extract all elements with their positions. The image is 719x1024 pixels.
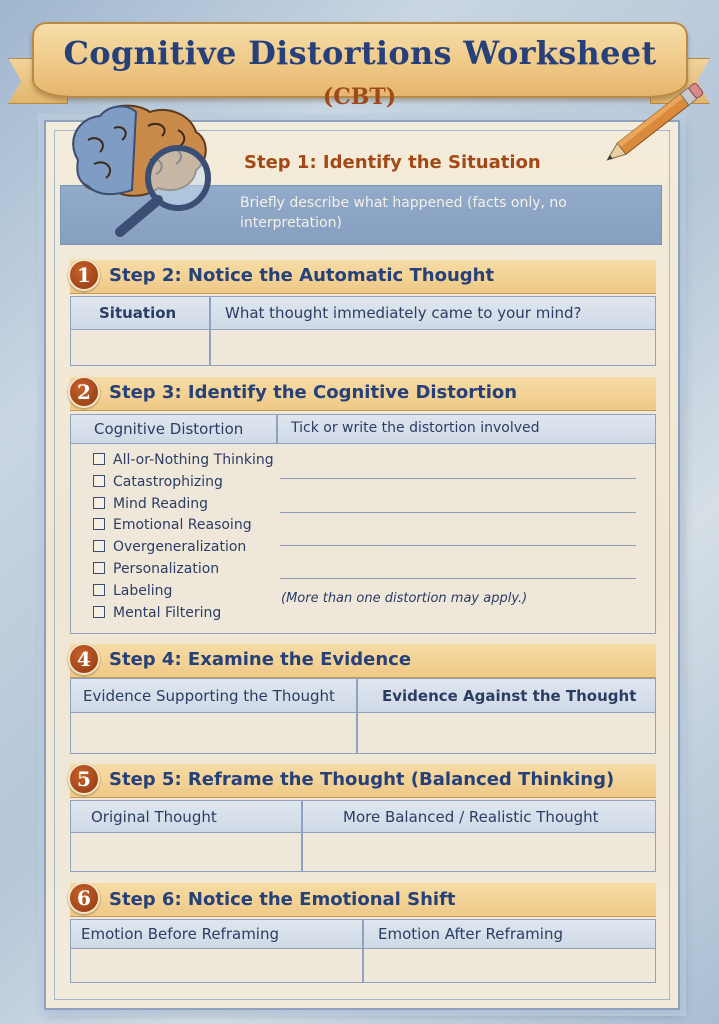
col-evidence-against: Evidence Against the Thought	[382, 687, 637, 705]
step5-table	[70, 800, 656, 872]
step4-number-badge: 4	[68, 643, 100, 675]
distortion-label: Overgeneralization	[113, 539, 247, 555]
evidence-against-input[interactable]	[358, 714, 655, 753]
evidence-supporting-input[interactable]	[71, 714, 355, 753]
distortion-label: Personalization	[113, 561, 220, 577]
col-evidence-supporting: Evidence Supporting the Thought	[83, 687, 335, 705]
col-situation: Situation	[99, 304, 177, 322]
write-in-line[interactable]	[280, 545, 636, 546]
col-tick-instruction: Tick or write the distortion involved	[291, 420, 540, 436]
distortion-checkbox[interactable]	[93, 496, 208, 512]
emotion-after-input[interactable]	[364, 950, 655, 982]
step3-title: Step 3: Identify the Cognitive Distortion	[109, 382, 518, 403]
distortion-checkbox[interactable]	[93, 605, 221, 621]
write-in-line[interactable]	[280, 578, 636, 579]
checkbox-icon[interactable]	[93, 562, 105, 574]
page-title: Cognitive Distortions Worksheet	[63, 34, 657, 72]
distortion-label: Catastrophizing	[113, 474, 223, 490]
checkbox-icon[interactable]	[93, 540, 105, 552]
col-emotion-before: Emotion Before Reframing	[81, 925, 280, 943]
distortion-checkbox[interactable]	[93, 561, 219, 577]
distortion-label: Mental Filtering	[113, 605, 222, 621]
situation-input[interactable]	[71, 331, 208, 365]
step5-number-badge: 5	[68, 763, 100, 795]
step4-title: Step 4: Examine the Evidence	[109, 649, 412, 670]
checkbox-icon[interactable]	[93, 453, 105, 465]
page-subtitle: (CBT)	[322, 84, 397, 110]
brain-icon	[58, 100, 228, 240]
checkbox-icon[interactable]	[93, 475, 105, 487]
checkbox-icon[interactable]	[93, 497, 105, 509]
distortion-label: Emotional Reasoing	[113, 517, 252, 533]
distortion-checkbox[interactable]	[93, 517, 252, 533]
step6-title: Step 6: Notice the Emotional Shift	[109, 889, 456, 910]
pencil-icon	[600, 60, 719, 180]
step3-number-badge: 2	[68, 376, 100, 408]
checkbox-icon[interactable]	[93, 584, 105, 596]
col-original-thought: Original Thought	[91, 808, 217, 826]
step6-table	[70, 919, 656, 983]
step5-title: Step 5: Reframe the Thought (Balanced Thinking)	[109, 769, 615, 790]
checkbox-icon[interactable]	[93, 518, 105, 530]
step6-number-badge: 6	[68, 882, 100, 914]
distortion-label: Labeling	[113, 583, 173, 599]
step2-table	[70, 296, 656, 366]
step2-title: Step 2: Notice the Automatic Thought	[109, 265, 495, 286]
emotion-before-input[interactable]	[71, 950, 361, 982]
col-balanced-thought: More Balanced / Realistic Thought	[343, 808, 599, 826]
column-divider	[276, 415, 278, 443]
distortion-label: All-or-Nothing Thinking	[113, 452, 274, 468]
step1-description: Briefly describe what happened (facts only, no interpretation)	[240, 195, 567, 231]
distortion-note: (More than one distortion may apply.)	[281, 591, 528, 606]
balanced-thought-input[interactable]	[303, 834, 655, 871]
distortion-checkbox[interactable]	[93, 452, 274, 468]
col-automatic-thought: What thought immediately came to your mind?	[225, 304, 582, 322]
distortion-checkbox[interactable]	[93, 474, 223, 490]
distortion-checkbox[interactable]	[93, 583, 172, 599]
step4-table	[70, 678, 656, 754]
write-in-line[interactable]	[280, 512, 636, 513]
col-cognitive-distortion: Cognitive Distortion	[94, 420, 244, 438]
col-emotion-after: Emotion After Reframing	[378, 925, 563, 943]
original-thought-input[interactable]	[71, 834, 300, 871]
automatic-thought-input[interactable]	[211, 331, 655, 365]
distortion-checkbox[interactable]	[93, 539, 246, 555]
step1-title: Step 1: Identify the Situation	[244, 152, 541, 173]
checkbox-icon[interactable]	[93, 606, 105, 618]
step2-number-badge: 1	[68, 259, 100, 291]
distortion-label: Mind Reading	[113, 496, 209, 512]
write-in-line[interactable]	[280, 478, 636, 479]
